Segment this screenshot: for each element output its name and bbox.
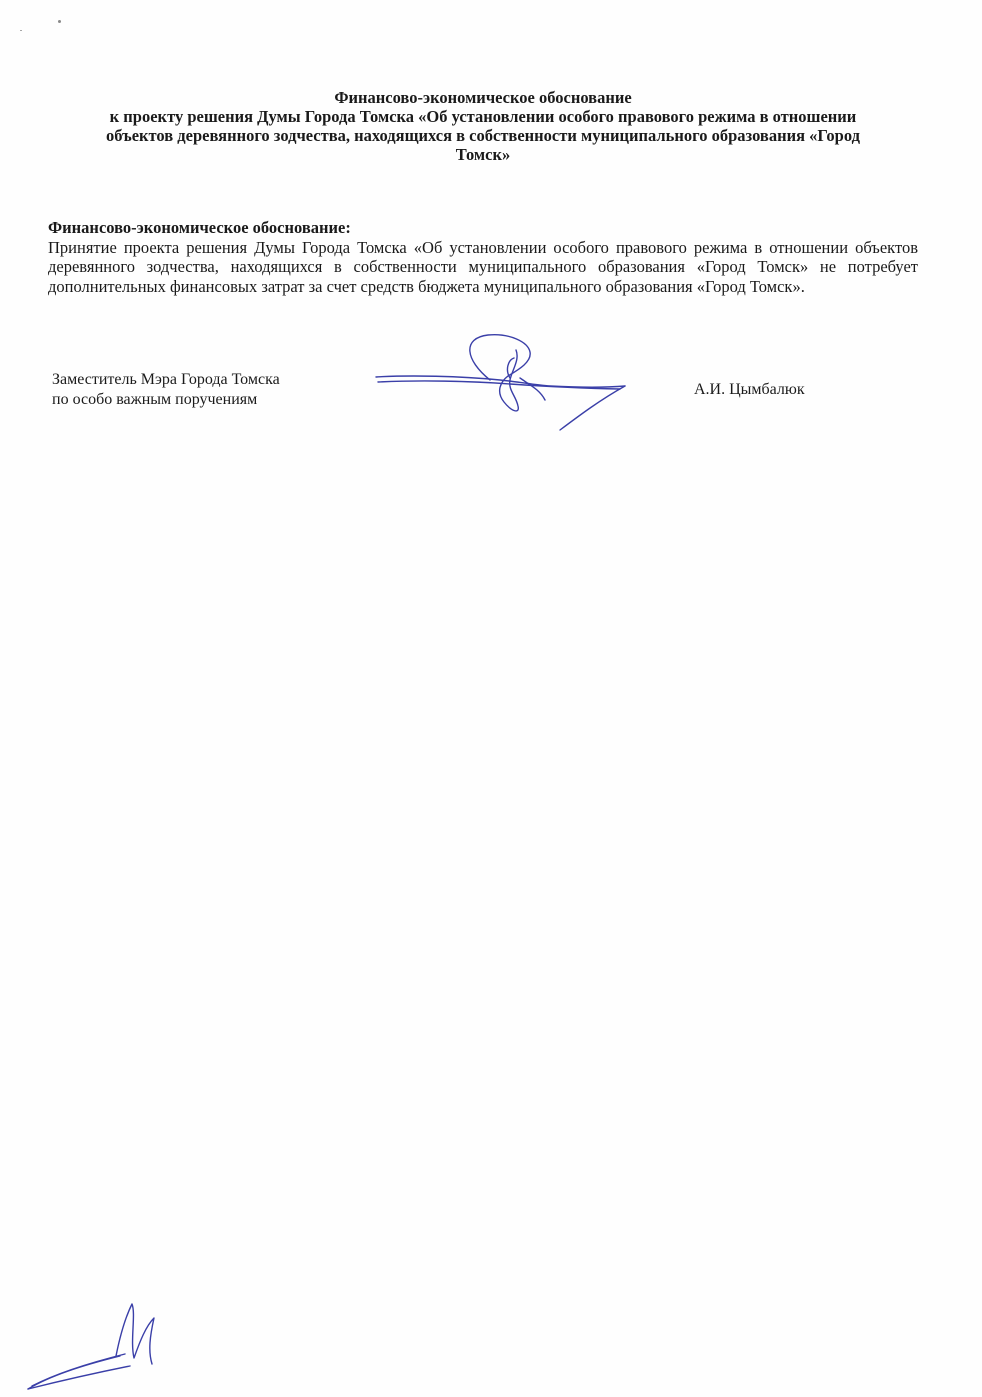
- scan-speck: [20, 30, 22, 31]
- title-line-2: к проекту решения Думы Города Томска «Об установлении особого правового режима в отношении: [109, 107, 857, 126]
- section-body: Принятие проекта решения Думы Города Томска «Об установлении особого правового режима в отношении объектов деревянного зодчества, находящихся в собственности муниципального образования «Город Томск» не потребует дополнительных финансовых затрат за счет средств бюджета муниципального образования «Город Томск».: [48, 237, 918, 296]
- section-heading: Финансово-экономическое обоснование:: [48, 218, 351, 237]
- justification-section: [48, 218, 918, 296]
- position-line-2: по особо важным поручениям: [52, 391, 258, 408]
- title-line-1: Финансово-экономическое обоснование: [334, 88, 632, 107]
- handwritten-initials: [20, 1296, 170, 1396]
- handwritten-signature: [370, 330, 640, 435]
- position-line-1: Заместитель Мэра Города Томска: [52, 371, 280, 388]
- signatory-name: А.И. Цымбалюк: [694, 381, 805, 398]
- title-line-3: объектов деревянного зодчества, находящихся в собственности муниципального образования «Город: [106, 126, 860, 145]
- document-title: [48, 88, 918, 164]
- scan-speck: [58, 20, 61, 23]
- signatory-position: [52, 370, 280, 410]
- title-line-4: Томск»: [455, 145, 511, 164]
